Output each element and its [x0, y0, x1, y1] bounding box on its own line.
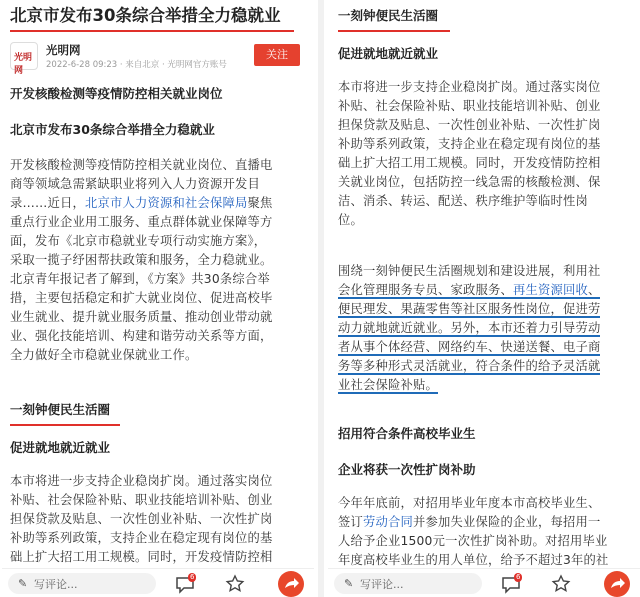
text-line: 补贴、社会保险补贴、职业技能培训补贴、创业 — [338, 99, 601, 113]
subtitle: 促进就地就近就业 — [338, 46, 439, 61]
subtitle: 招用符合条件高校毕业生 — [338, 426, 476, 441]
paragraph — [338, 78, 600, 230]
subtitle: 开发核酸检测等疫情防控相关就业岗位 — [10, 86, 223, 101]
text-line: 录……近日，北京市人力资源和社会保障局聚焦 — [10, 196, 273, 210]
text-line: 措，主要包括稳定和扩大就业岗位、促进高校毕 — [10, 291, 273, 305]
text-line: 业、强化技能培训、构建和谐劳动关系等方面， — [10, 329, 273, 343]
section-title: 一刻钟便民生活圈 — [338, 8, 439, 23]
text-line: 者从事个体经营、网络约车、快递送餐、电子商 — [338, 340, 601, 354]
paragraph — [10, 472, 272, 567]
logo-text: 光明网 — [14, 53, 33, 76]
text-line: 补贴、社会保险补贴、职业技能培训补贴、创业 — [10, 493, 273, 507]
bottom-action-bar — [2, 568, 314, 597]
text-line: 年度高校毕业生的用人单位，给予不超过3年的社 — [338, 553, 609, 567]
text-line: 补助等系列政策，支持企业在稳定现有岗位的基 — [338, 137, 601, 151]
text-line: 开发核酸检测等疫情防控相关就业岗位、直播电 — [10, 158, 273, 172]
text-line: 担保贷款及贴息、一次性创业补贴、一次性扩岗 — [338, 118, 601, 132]
comment-input[interactable] — [8, 573, 156, 594]
text-line: 务等多种形式灵活就业，符合条件的给予灵活就 — [338, 359, 601, 373]
comments-icon[interactable] — [500, 573, 522, 595]
text-line: 人给予企业1500元一次性扩岗补助。对招用毕业 — [338, 534, 608, 548]
comment-count-badge: 6 — [190, 573, 195, 581]
comment-count-badge: 6 — [516, 573, 521, 581]
paragraph-highlighted — [338, 262, 600, 395]
text-line: 便民理发、果蔬零售等社区服务性岗位，促进劳 — [338, 302, 601, 316]
text-line: 洁、消杀、转运、配送、秩序维护等临时性岗 — [338, 194, 588, 208]
right-article-panel — [328, 0, 640, 597]
left-article-panel — [2, 0, 314, 597]
subtitle: 促进就地就近就业 — [10, 440, 111, 455]
text-line: 业生就业、提升就业服务质量、推动创业带动就 — [10, 310, 273, 324]
comment-input[interactable] — [334, 573, 482, 594]
headline-underline — [10, 30, 294, 32]
subtitle: 北京市发布30条综合举措全力稳就业 — [10, 122, 215, 137]
text-line: 本市将进一步支持企业稳岗扩岗。通过落实岗位 — [10, 474, 273, 488]
recycling-link[interactable]: 再生资源回收 — [512, 283, 588, 297]
subtitle: 企业将获一次性扩岗补助 — [338, 462, 476, 477]
share-icon[interactable] — [278, 571, 304, 597]
text-line: 业社会保险补贴。 — [338, 378, 438, 392]
comment-placeholder: 写评论... — [34, 578, 78, 591]
bottom-action-bar — [328, 568, 640, 597]
panel-divider — [318, 0, 324, 597]
text-line: 位。 — [338, 213, 363, 227]
star-icon[interactable] — [550, 573, 572, 595]
text-line: 商等领域急需紧缺职业将列入人力资源开发目 — [10, 177, 260, 191]
pen-icon: ✎ — [344, 577, 354, 590]
hrss-bureau-link[interactable]: 北京市人力资源和社会保障局 — [84, 196, 248, 210]
follow-button[interactable]: 关注 — [254, 44, 300, 66]
headline: 北京市发布30条综合举措全力稳就业 — [10, 6, 281, 25]
text-line: 面，发布《北京市稳就业专项行动实施方案》， — [10, 234, 267, 248]
text-line: 北京青年报记者了解到，《方案》共30条综合举 — [10, 272, 270, 286]
text-line: 采取一揽子纾困帮扶政策和服务，全力稳就业。 — [10, 253, 273, 267]
text-line: 础上扩大招工用工规模。同时，开发疫情防控相 — [338, 156, 601, 170]
source-row — [10, 40, 310, 74]
text-line: 会化管理服务专员、家政服务、再生资源回收、 — [338, 283, 601, 297]
text-line: 本市将进一步支持企业稳岗扩岗。通过落实岗位 — [338, 80, 601, 94]
text-line: 围绕一刻钟便民生活圈规划和建设进展，利用社 — [338, 264, 601, 278]
text-line: 今年年底前，对招用毕业年度本市高校毕业生、 — [338, 496, 601, 510]
text-line: 补助等系列政策，支持企业在稳定现有岗位的基 — [10, 531, 273, 545]
comment-placeholder: 写评论... — [360, 578, 404, 591]
text-line: 础上扩大招工用工规模。同时，开发疫情防控相 — [10, 550, 273, 564]
source-logo[interactable] — [10, 42, 38, 76]
text-line: 签订劳动合同并参加失业保险的企业，每招用一 — [338, 515, 601, 529]
labor-contract-link[interactable]: 劳动合同 — [363, 515, 413, 529]
paragraph — [10, 156, 272, 365]
star-icon[interactable] — [224, 573, 246, 595]
text-line: 担保贷款及贴息、一次性创业补贴、一次性扩岗 — [10, 512, 273, 526]
text-line: 关就业岗位，包括防控一线急需的核酸检测、保 — [338, 175, 601, 189]
comments-icon[interactable] — [174, 573, 196, 595]
text-line: 动力就地就近就业。另外，本市还着力引导劳动 — [338, 321, 601, 335]
share-icon[interactable] — [604, 571, 630, 597]
source-name[interactable]: 光明网 — [46, 43, 81, 57]
section-underline — [10, 424, 120, 426]
section-title: 一刻钟便民生活圈 — [10, 402, 111, 417]
text-line: 全力做好全市稳就业保就业工作。 — [10, 348, 198, 362]
text-line: 重点行业企业用工服务、重点群体就业保障等方 — [10, 215, 273, 229]
source-meta: 2022-6-28 09:23 · 来自北京 · 光明网官方账号 — [46, 60, 227, 70]
pen-icon: ✎ — [18, 577, 28, 590]
paragraph — [338, 494, 608, 570]
section-underline — [338, 30, 450, 32]
